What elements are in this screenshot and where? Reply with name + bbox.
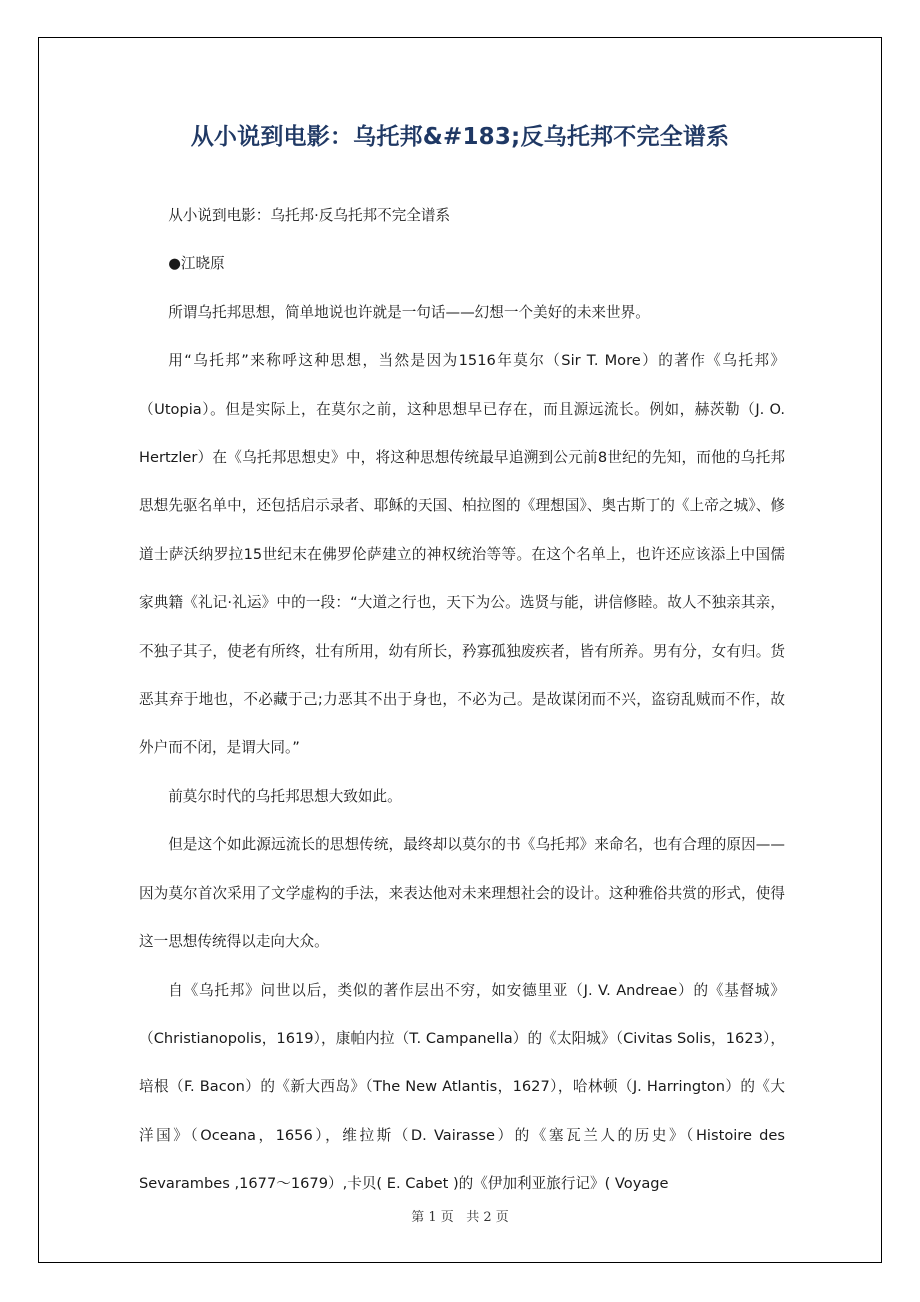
page-footer [38,1206,882,1225]
paragraph-author: ●江晓原 [168,255,225,273]
document-body [139,192,785,1209]
paragraph-intro: 所谓乌托邦思想，简单地说也许就是一句话——幻想一个美好的未来世界。 [168,303,650,321]
paragraph-naming: 但是这个如此源远流长的思想传统，最终却以莫尔的书《乌托邦》来命名，也有合理的原因——因为莫尔首次采用了文学虚构的手法，来表达他对未来理想社会的设计。这种雅俗共赏的形式，使得这一思想传统得以走向大众。 [139,836,785,951]
paragraph-subtitle: 从小说到电影：乌托邦·反乌托邦不完全谱系 [168,207,451,224]
page-number: 第 1 页 [411,1210,454,1225]
document-title: 从小说到电影：乌托邦&#183;反乌托邦不完全谱系 [190,124,730,150]
paragraph-origin: 用“乌托邦”来称呼这种思想，当然是因为1516年莫尔（Sir T. More）的著作《乌托邦》（Utopia）。但是实际上，在莫尔之前，这种思想早已存在，而且源远流长。例如，赫茨勒（J. O. Hertzler）在《乌托邦思想史》中，将这种思想传统最早追溯到公元前8世纪的先知，而他的乌托邦思想先驱名单中，还包括启示录者、耶稣的天国、柏拉图的《理想国》、奥古斯丁的《上帝之城》、修道士萨沃纳罗拉15世纪末在佛罗伦萨建立的神权统治等等。在这个名单上，也许还应该添上中国儒家典籍《礼记·礼运》中的一段：“大道之行也，天下为公。选贤与能，讲信修睦。故人不独亲其亲，不独子其子，使老有所终，壮有所用，幼有所长，矜寡孤独废疾者，皆有所养。男有分，女有归。货恶其弃于地也，不必藏于己;力恶其不出于身也，不必为己。是故谋闭而不兴，盗窃乱贼而不作，故外户而不闭，是谓大同。” [139,352,785,757]
paragraph-successors: 自《乌托邦》问世以后，类似的著作层出不穷，如安德里亚（J. V. Andreae）的《基督城》（Christianopolis，1619），康帕内拉（T. Campanella）的《太阳城》（Civitas Solis，1623），培根（F. Bacon）的《新大西岛》（The New Atlantis，1627），哈林顿（J. Harrington）的《大洋国》（Oceana，1656），维拉斯（D. Vairasse）的《塞瓦兰人的历史》（Histoire des Sevarambes ,1677～1679）,卡贝( E. Cabet )的《伊加利亚旅行记》( Voyage [139,981,785,1193]
page-total: 共 2 页 [466,1210,509,1225]
paragraph-pre-more: 前莫尔时代的乌托邦思想大致如此。 [168,787,402,805]
